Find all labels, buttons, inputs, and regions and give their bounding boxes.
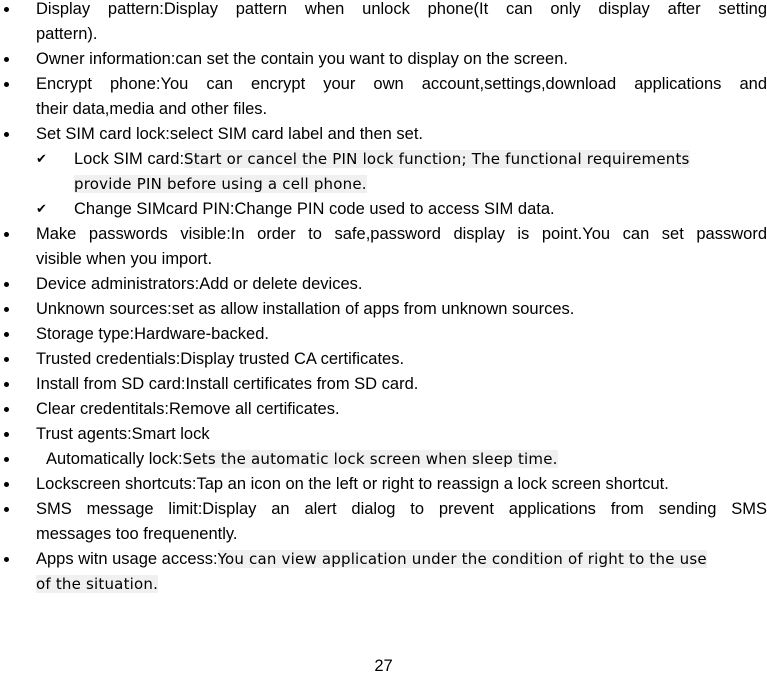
bullet-icon xyxy=(4,132,9,137)
bullet-icon xyxy=(4,507,9,512)
list-item: Unknown sources:set as allow installation of apps from unknown sources. xyxy=(36,297,767,322)
bullet-icon xyxy=(4,232,9,237)
list-item: SMS message limit:Display an alert dialog to prevent applications from sending SMS messages too frequenently. xyxy=(36,497,767,547)
list-item: Device administrators:Add or delete devices. xyxy=(36,272,767,297)
bullet-icon xyxy=(4,282,9,287)
bullet-icon xyxy=(4,382,9,387)
bullet-icon xyxy=(4,432,9,437)
list-item: Automatically lock:Sets the automatic lock screen when sleep time. xyxy=(36,447,767,472)
list-item: Lockscreen shortcuts:Tap an icon on the left or right to reassign a lock screen shortcut. xyxy=(36,472,767,497)
bullet-icon xyxy=(4,357,9,362)
list-item: Set SIM card lock:select SIM card label and then set. xyxy=(36,122,767,147)
bullet-icon xyxy=(4,482,9,487)
bullet-icon xyxy=(4,407,9,412)
bullet-icon xyxy=(4,457,9,462)
bullet-icon xyxy=(4,332,9,337)
bullet-icon xyxy=(4,307,9,312)
list-item: Trusted credentials:Display trusted CA certificates. xyxy=(36,347,767,372)
page-number: 27 xyxy=(374,657,393,675)
check-mark-icon: ✔ xyxy=(36,152,47,167)
sub-list-item: ✔ Change SIMcard PIN:Change PIN code used to access SIM data. xyxy=(74,197,767,222)
list-item: Owner information:can set the contain you want to display on the screen. xyxy=(36,47,767,72)
list-item: Make passwords visible:In order to safe,password display is point.You can set password visible when you import. xyxy=(36,222,767,272)
check-mark-icon: ✔ xyxy=(36,202,47,217)
list-item: Apps witn usage access:You can view application under the condition of right to the use of the situation. xyxy=(36,547,767,597)
bullet-icon xyxy=(4,7,9,12)
list-item: Clear credentitals:Remove all certificates. xyxy=(36,397,767,422)
list-item: Install from SD card:Install certificates from SD card. xyxy=(36,372,767,397)
list-item: Display pattern:Display pattern when unlock phone(It can only display after setting pattern). xyxy=(36,0,767,47)
sub-list-item: ✔ Lock SIM card:Start or cancel the PIN lock function; The functional requirements provide PIN before using a cell phone. xyxy=(74,147,767,197)
list-item: Trust agents:Smart lock xyxy=(36,422,767,447)
bullet-icon xyxy=(4,82,9,87)
list-item: Encrypt phone:You can encrypt your own account,settings,download applications and their data,media and other files. xyxy=(36,72,767,122)
list-item: Storage type:Hardware-backed. xyxy=(36,322,767,347)
bullet-icon xyxy=(4,557,9,562)
bullet-icon xyxy=(4,57,9,62)
